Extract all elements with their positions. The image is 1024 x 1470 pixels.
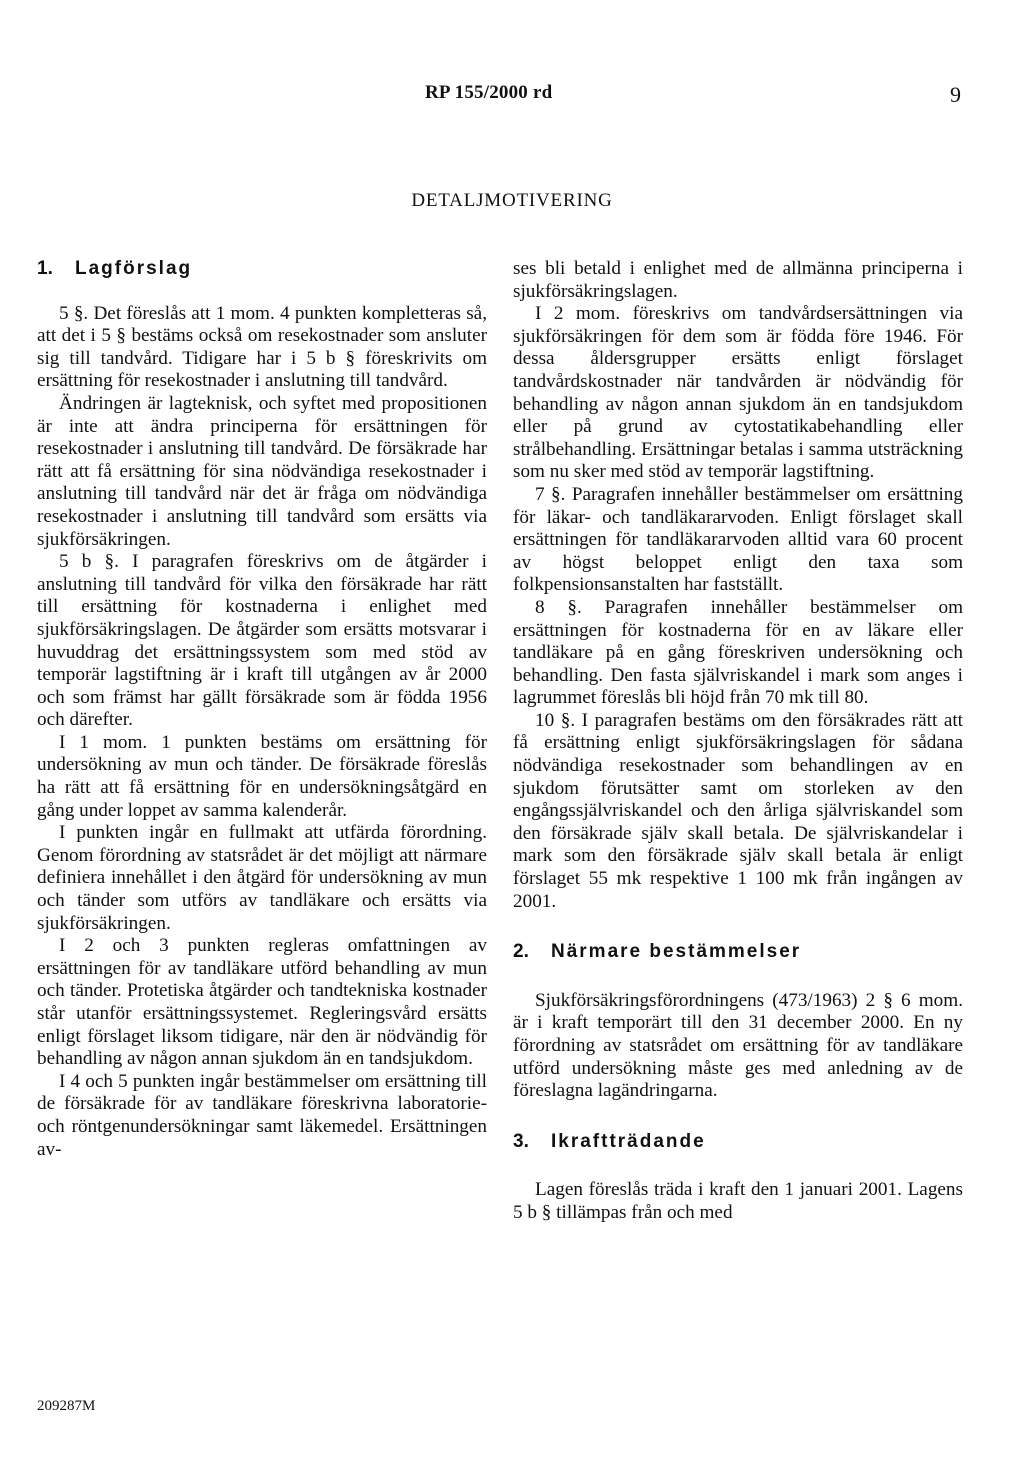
section-number: 2. (513, 941, 529, 963)
section-number: 3. (513, 1130, 529, 1152)
paragraph: 8 §. Paragrafen innehåller bestämmelser om ersättningen för kostnaderna för en av läkare eller tandläkare på en gång föreskriven undersökning och behandling. Den fasta självriskandel i mark som anges i lagrummet föreslås bli höjd från 70 mk till 80. (513, 596, 963, 709)
paragraph: 5 §. Det föreslås att 1 mom. 4 punkten kompletteras så, att det i 5 § bestäms också om resekostnader som ansluter sig till tandvård. Tidigare har i 5 b § föreskrivits om ersättning för resekostnader i anslutning till tandvård. (37, 302, 487, 392)
paragraph: 7 §. Paragrafen innehåller bestämmelser om ersättning för läkar- och tandläkararvoden. Enligt förslaget skall ersättningen för tandläkararvoden alltid vara 60 procent av högst beloppet enligt den taxa som folkpensionsanstalten har fastställt. (513, 483, 963, 596)
section-title: Ikraftträdande (551, 1130, 706, 1152)
paragraph: 5 b §. I paragrafen föreskrivs om de åtgärder i anslutning till tandvård för vilka den försäkrade har rätt till ersättning för kostnaderna i enlighet med sjukförsäkringslagen. De åtgärder som ersätts motsvarar i huvuddrag det ersättningssystem som med stöd av temporär lagstiftning är i kraft till utgången av år 2000 och som främst har gällt försäkrade som är födda 1956 och därefter. (37, 551, 487, 731)
section-heading-1 (37, 258, 487, 281)
right-column (513, 258, 963, 1225)
paragraph: 10 §. I paragrafen bestäms om den försäkrades rätt att få ersättning enligt sjukförsäkringslagen för sådana nödvändiga resekostnader som behandlingen av en sjukdom förutsätter samt om storleken av den engångssjälvriskandel och den årliga självriskandel som den försäkrade själv skall betala. De självriskandelar i mark som den försäkrade själv skall betala är enligt förslaget 55 mk respektive 1 100 mk från ingången av 2001. (513, 709, 963, 912)
paragraph: I 2 mom. föreskrivs om tandvårdsersättningen via sjukförsäkringen för dem som är födda före 1946. För dessa åldersgrupper ersätts enligt förslaget tandvårdskostnader när tandvården är nödvändig för behandling av någon annan sjukdom än en tandsjukdom eller på grund av cytostatikabehandling eller strålbehandling. Ersättningar betalas i samma utsträckning som nu sker med stöd av temporär lagstiftning. (513, 303, 963, 483)
print-code: 209287M (37, 1398, 96, 1414)
page-header (0, 82, 1024, 112)
paragraph: Sjukförsäkringsförordningens (473/1963) 2 § 6 mom. är i kraft temporärt till den 31 december 2000. En ny förordning av statsrådet om ersättning för av tandläkare utförd undersökning måste ges med anledning av de föreslagna lagändringarna. (513, 989, 963, 1102)
section-title: Lagförslag (75, 258, 193, 279)
page-title: DETALJMOTIVERING (411, 190, 613, 211)
paragraph: I punkten ingår en fullmakt att utfärda förordning. Genom förordning av statsrådet är det möjligt att närmare definiera innehållet i den åtgärd för undersökning av mun och tänder som utförs av tandläkare och ersätts via sjukförsäkringen. (37, 822, 487, 934)
section-title: Närmare bestämmelser (551, 941, 802, 963)
document-reference: RP 155/2000 rd (425, 82, 553, 103)
section-number: 1. (37, 258, 53, 279)
section-heading-3 (513, 1131, 963, 1154)
paragraph: I 1 mom. 1 punkten bestäms om ersättning för undersökning av mun och tänder. De försäkrade föreslås ha rätt att få ersättning för en undersökningsåtgärd en gång under loppet av samma kalenderår. (37, 731, 487, 821)
paragraph: I 2 och 3 punkten regleras omfattningen av ersättningen för av tandläkare utförd behandling av mun och tänder. Protetiska åtgärder och tandtekniska kostnader står utanför ersättningssystemet. Regleringsvård ersätts enligt förslaget liksom tidigare, när den är nödvändig för behandling av någon annan sjukdom än en tandsjukdom. (37, 935, 487, 1070)
page-number: 9 (950, 82, 961, 107)
left-column (37, 258, 487, 1161)
paragraph: I 4 och 5 punkten ingår bestämmelser om ersättning till de försäkrade för av tandläkare föreskrivna laboratorie- och röntgenundersökningar samt läkemedel. Ersättningen av- (37, 1070, 487, 1160)
section-heading-2 (513, 941, 963, 964)
paragraph: Ändringen är lagteknisk, och syftet med propositionen är inte att ändra principerna för ersättningen för resekostnader i anslutning till tandvård. De försäkrade har rätt att få ersättning för sina nödvändiga resekostnader i anslutning till tandvård när det är fråga om nödvändiga resekostnader i anslutning till tandvård som ersätts via sjukförsäkringen. (37, 392, 487, 550)
paragraph: ses bli betald i enlighet med de allmänna principerna i sjukförsäkringslagen. (513, 258, 963, 302)
paragraph: Lagen föreslås träda i kraft den 1 januari 2001. Lagens 5 b § tillämpas från och med (513, 1179, 963, 1223)
